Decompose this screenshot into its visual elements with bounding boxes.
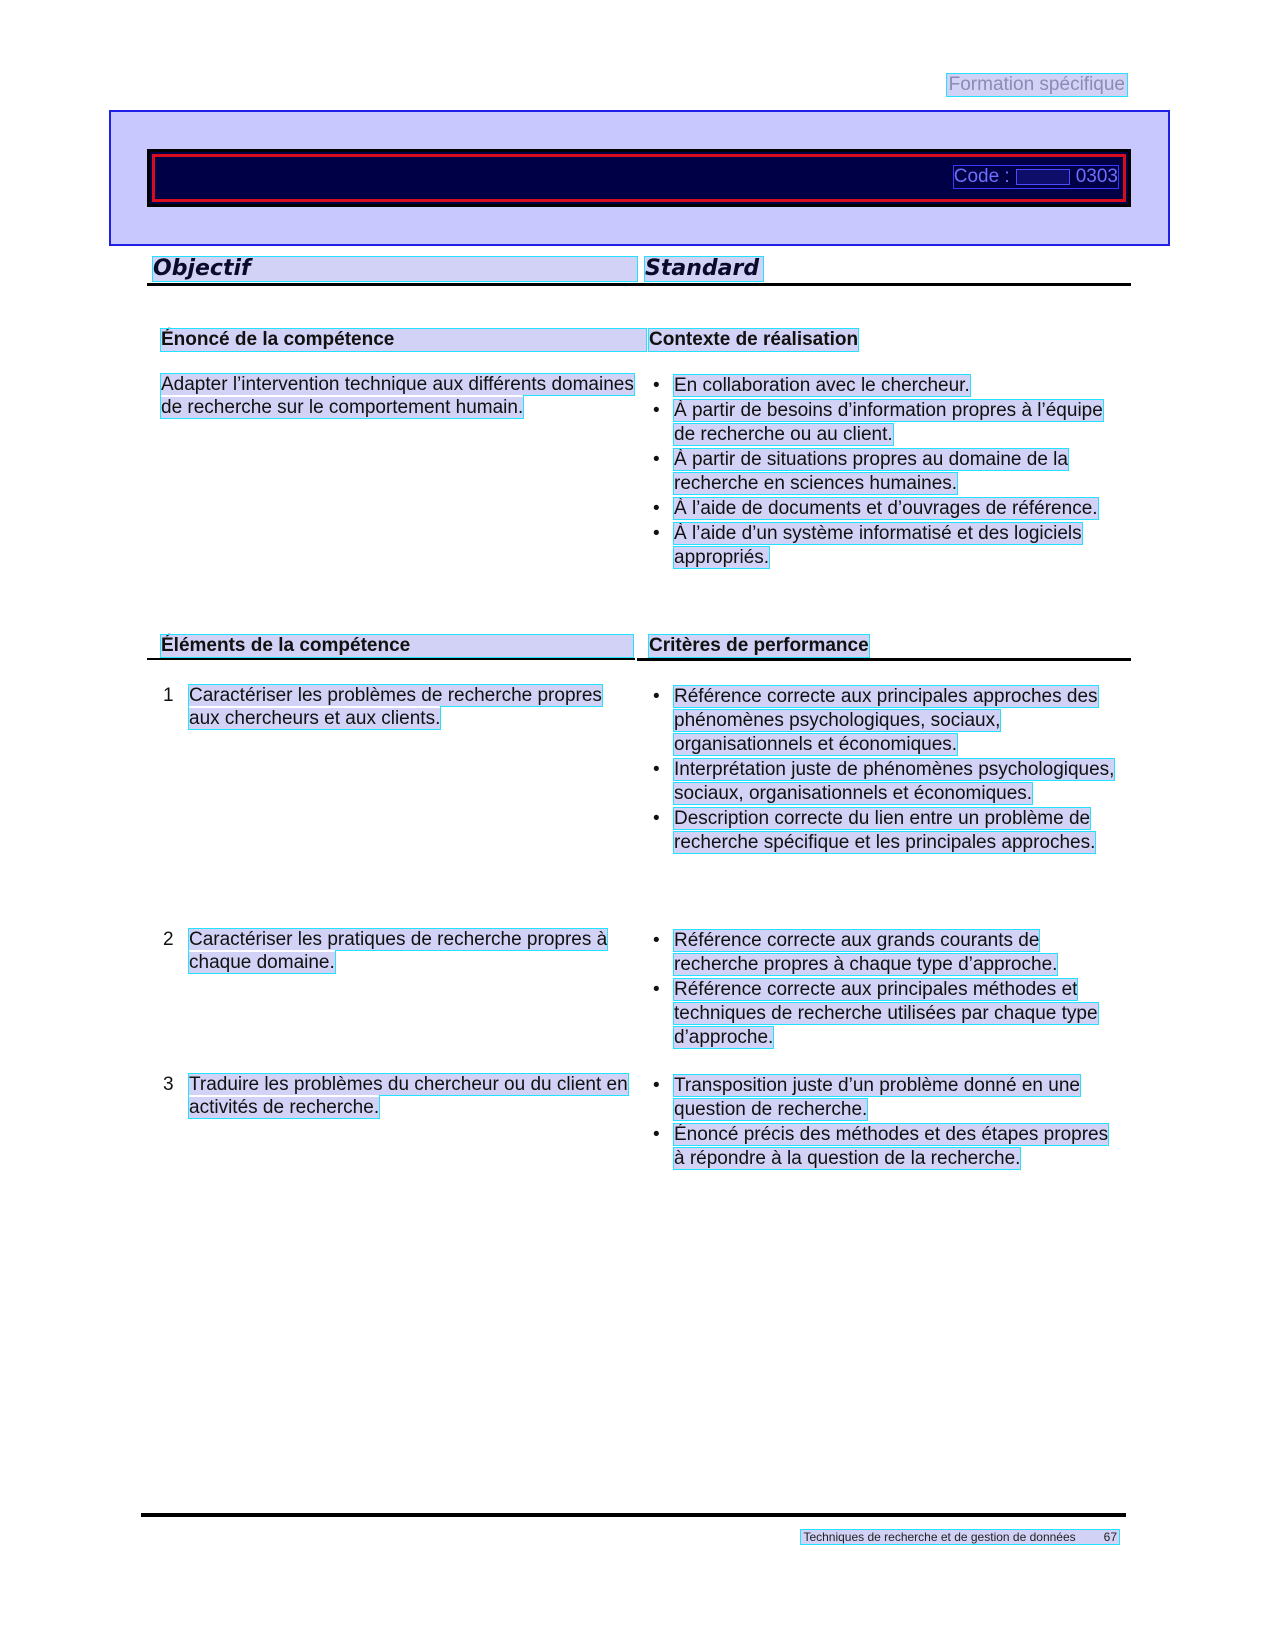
element-1: [161, 684, 631, 730]
list-item: • Description correcte du lien entre un problème de recherche spécifique et les principales approches.: [651, 807, 1121, 855]
footer-title: Techniques de recherche et de gestion de données: [803, 1530, 1076, 1544]
list-item: • À partir de besoins d’information propres à l’équipe de recherche ou au client.: [651, 399, 1121, 447]
standard-title: Standard: [645, 257, 763, 281]
criteria-heading: Critères de performance: [649, 635, 869, 656]
list-item: • À l’aide d’un système informatisé et des logiciels appropriés.: [651, 522, 1121, 570]
code-block: [954, 166, 1118, 188]
list-item: • Interprétation juste de phénomènes psychologiques, sociaux, organisationnels et économiques.: [651, 758, 1121, 806]
criteria-list-2: [651, 929, 1121, 1051]
criteria-rule: [637, 658, 1131, 661]
competency-title-bar: [147, 149, 1131, 207]
list-item: • En collaboration avec le chercheur.: [651, 374, 1121, 398]
code-label: Code :: [953, 166, 1010, 187]
list-item: • Référence correcte aux principales approches des phénomènes psychologiques, sociaux, organisationnels et économiques.: [651, 685, 1121, 757]
formation-label: Formation spécifique: [948, 74, 1125, 95]
competence-text-content: Adapter l’intervention technique aux différents domaines de recherche sur le comportement humain.: [161, 374, 634, 418]
footer-rule: [141, 1513, 1126, 1517]
criteria-list-1: [651, 685, 1121, 856]
list-item: • Référence correcte aux principales méthodes et techniques de recherche utilisées par chaque type d’approche.: [651, 978, 1121, 1050]
footer: [801, 1530, 1119, 1544]
list-item: • Référence correcte aux grands courants de recherche propres à chaque type d’approche.: [651, 929, 1121, 977]
criteria-list-3: [651, 1074, 1121, 1172]
list-item: • Énoncé précis des méthodes et des étapes propres à répondre à la question de la recherche.: [651, 1123, 1121, 1171]
page-number: 67: [1103, 1530, 1117, 1544]
elements-heading: Éléments de la compétence: [161, 635, 633, 657]
elements-rule: [147, 658, 635, 660]
competence-heading: Énoncé de la compétence: [161, 329, 646, 351]
element-text: Traduire les problèmes du chercheur ou du client en activités de recherche.: [189, 1074, 628, 1118]
list-item: • À partir de situations propres au domaine de la recherche en sciences humaines.: [651, 448, 1121, 496]
context-heading: Contexte de réalisation: [649, 329, 859, 350]
competence-text: [161, 373, 646, 419]
title-rule: [147, 283, 1131, 286]
context-list: [651, 374, 1121, 571]
element-number: 3: [163, 1074, 174, 1095]
list-item: • À l’aide de documents et d’ouvrages de référence.: [651, 497, 1121, 521]
element-2: [161, 928, 631, 974]
list-item: • Transposition juste d’un problème donné en une question de recherche.: [651, 1074, 1121, 1122]
element-text: Caractériser les problèmes de recherche propres aux chercheurs et aux clients.: [189, 685, 602, 729]
element-3: [161, 1073, 631, 1119]
element-number: 2: [163, 929, 174, 950]
code-box: [1016, 169, 1070, 185]
objectif-title: Objectif: [153, 257, 637, 281]
element-text: Caractériser les pratiques de recherche propres à chaque domaine.: [189, 929, 608, 973]
code-value: 0303: [1075, 166, 1118, 187]
element-number: 1: [163, 685, 174, 706]
